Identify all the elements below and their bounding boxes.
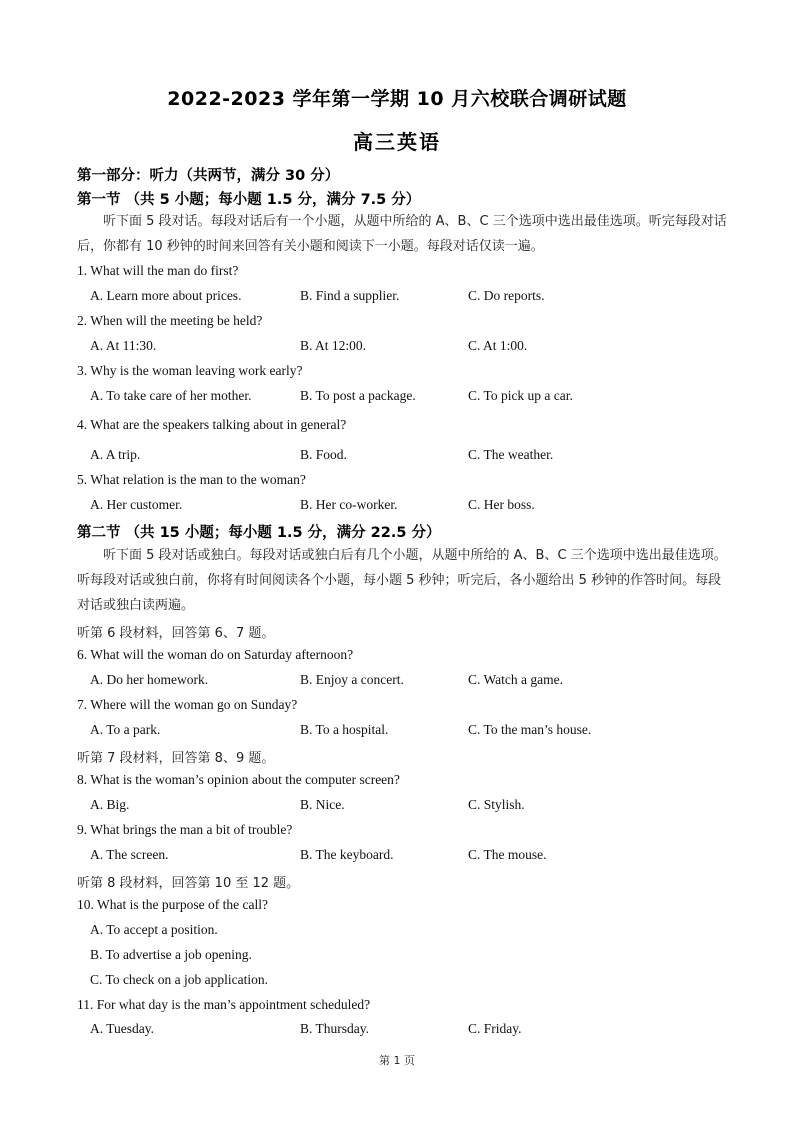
exam-title: 2022-2023 学年第一学期 10 月六校联合调研试题 (167, 88, 627, 110)
q3-option-b: B. To post a package. (300, 388, 416, 403)
q7-option-a: A. To a park. (90, 722, 161, 737)
section2-instructions (77, 543, 727, 618)
question-11: 11. For what day is the man’s appointment scheduled? (77, 997, 371, 1012)
section1-instructions-text: 听下面 5 段对话。每段对话后有一个小题，从题中所给的 A、B、C 三个选项中选出最佳选项。听完每段对话后，你都有 10 秒钟的时间来回答有关小题和阅读下一小题。每段对话仅读一遍。 (77, 214, 727, 254)
q4-option-c: C. The weather. (468, 447, 554, 462)
section1-instructions (77, 209, 727, 259)
q6-option-b: B. Enjoy a concert. (300, 672, 404, 687)
q10-option-c: C. To check on a job application. (90, 972, 269, 987)
q2-option-c: C. At 1:00. (468, 338, 528, 353)
q9-option-a: A. The screen. (90, 847, 169, 862)
q4-option-b: B. Food. (300, 447, 347, 462)
section2-instructions-text: 听下面 5 段对话或独白。每段对话或独白后有几个小题，从题中所给的 A、B、C 三个选项中选出最佳选项。听每段对话或独白前，你将有时间阅读各个小题，每小题 5 秒钟；听完后，各小题给出 5 秒钟的作答时间。每段对话或独白读两遍。 (77, 548, 727, 613)
q11-option-b: B. Thursday. (300, 1021, 369, 1036)
part1-heading: 第一部分：听力（共两节，满分 30 分） (77, 168, 340, 184)
q9-option-c: C. The mouse. (468, 847, 547, 862)
q11-option-c: C. Friday. (468, 1021, 522, 1036)
material-8-note: 听第 8 段材料，回答第 10 至 12 题。 (77, 876, 300, 891)
q3-option-c: C. To pick up a car. (468, 388, 573, 403)
section1-heading: 第一节 （共 5 小题；每小题 1.5 分，满分 7.5 分） (77, 192, 421, 208)
question-10: 10. What is the purpose of the call? (77, 897, 268, 912)
q6-option-c: C. Watch a game. (468, 672, 564, 687)
q2-option-a: A. At 11:30. (90, 338, 157, 353)
question-1: 1. What will the man do first? (77, 263, 239, 278)
material-7-note: 听第 7 段材料，回答第 8、9 题。 (77, 751, 275, 766)
q6-option-a: A. Do her homework. (90, 672, 209, 687)
q1-option-b: B. Find a supplier. (300, 288, 400, 303)
section2-heading: 第二节 （共 15 小题；每小题 1.5 分，满分 22.5 分） (77, 525, 441, 541)
q2-option-b: B. At 12:00. (300, 338, 367, 353)
q8-option-a: A. Big. (90, 797, 130, 812)
material-6-note: 听第 6 段材料，回答第 6、7 题。 (77, 626, 275, 641)
q7-option-c: C. To the man’s house. (468, 722, 592, 737)
exam-subject: 高三英语 (353, 130, 441, 154)
q8-option-c: C. Stylish. (468, 797, 525, 812)
q1-option-c: C. Do reports. (468, 288, 545, 303)
q5-option-b: B. Her co-worker. (300, 497, 398, 512)
question-3: 3. Why is the woman leaving work early? (77, 363, 303, 378)
question-8: 8. What is the woman’s opinion about the computer screen? (77, 772, 400, 787)
q7-option-b: B. To a hospital. (300, 722, 389, 737)
q3-option-a: A. To take care of her mother. (90, 388, 252, 403)
q5-option-c: C. Her boss. (468, 497, 535, 512)
q1-option-a: A. Learn more about prices. (90, 288, 242, 303)
q4-option-a: A. A trip. (90, 447, 141, 462)
question-7: 7. Where will the woman go on Sunday? (77, 697, 298, 712)
question-2: 2. When will the meeting be held? (77, 313, 263, 328)
question-9: 9. What brings the man a bit of trouble? (77, 822, 293, 837)
q10-option-b: B. To advertise a job opening. (90, 947, 252, 962)
q10-option-a: A. To accept a position. (90, 922, 218, 937)
question-5: 5. What relation is the man to the woman? (77, 472, 306, 487)
page-number: 第 1 页 (379, 1054, 415, 1067)
q5-option-a: A. Her customer. (90, 497, 183, 512)
q11-option-a: A. Tuesday. (90, 1021, 155, 1036)
q9-option-b: B. The keyboard. (300, 847, 394, 862)
question-6: 6. What will the woman do on Saturday afternoon? (77, 647, 354, 662)
q8-option-b: B. Nice. (300, 797, 345, 812)
question-4: 4. What are the speakers talking about in general? (77, 417, 347, 432)
